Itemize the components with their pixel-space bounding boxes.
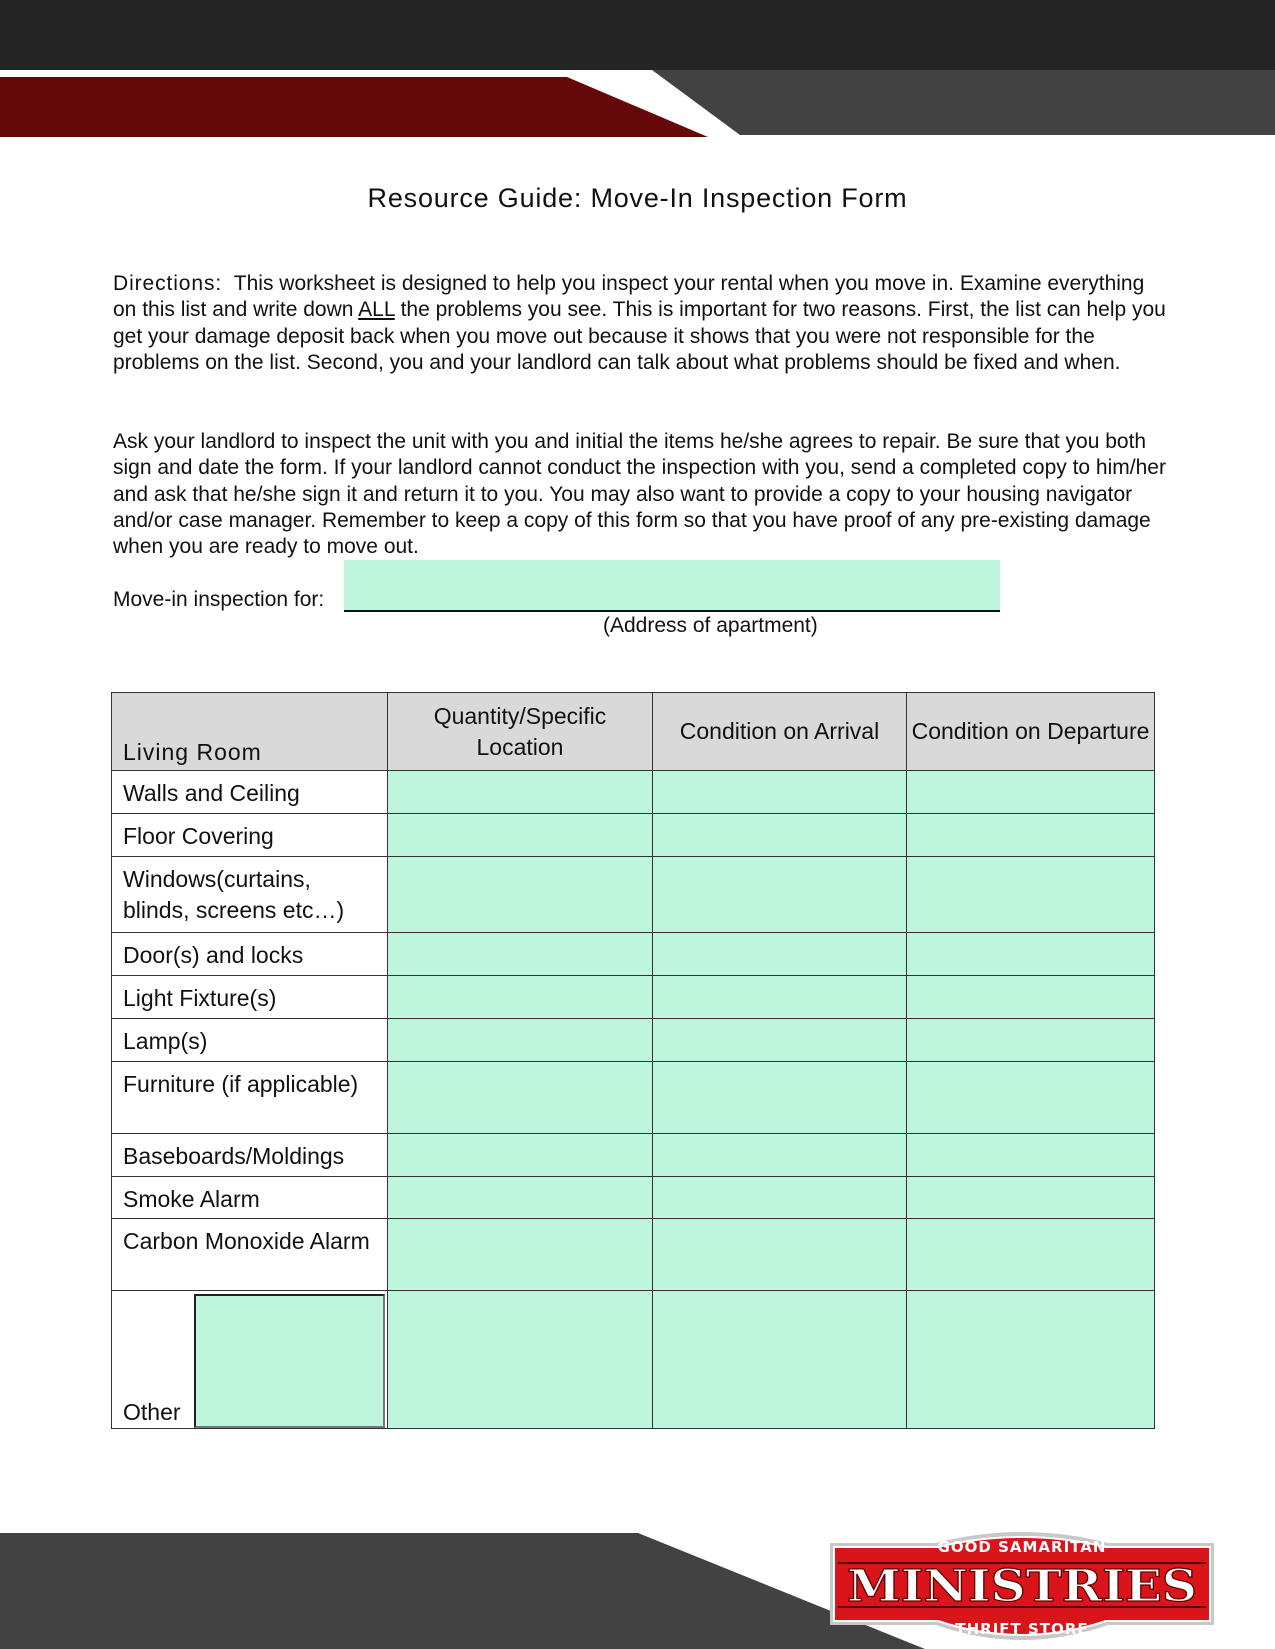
- departure-cell: [907, 1219, 1155, 1291]
- arrival-cell: [653, 814, 907, 857]
- footer-gray-stripe: [0, 1533, 925, 1649]
- emphasis-all: ALL: [358, 298, 395, 322]
- arrival-cell: [653, 857, 907, 933]
- column-header-arrival: Condition on Arrival: [653, 693, 907, 771]
- row-label-cell: [112, 976, 388, 1019]
- departure-condition-input[interactable]: [907, 814, 1154, 856]
- quantity-input[interactable]: [388, 1219, 652, 1290]
- arrival-cell: [653, 1062, 907, 1134]
- departure-condition-input[interactable]: [907, 1177, 1154, 1218]
- row-label-cell: [112, 933, 388, 976]
- table-row: [112, 1219, 1155, 1291]
- arrival-cell: [653, 1291, 907, 1429]
- arrival-condition-input[interactable]: [653, 1019, 906, 1061]
- row-label-cell: [112, 1177, 388, 1219]
- arrival-condition-input[interactable]: [653, 814, 906, 856]
- directions-paragraph-2: Ask your landlord to inspect the unit with you and initial the items he/she agrees to repair. Be sure that you both sign and date the form. If your landlord cannot conduct the inspection with you, send a completed copy to him/her and ask that he/she sign it and return it to you. You may also want to provide a copy to your housing navigator and/or case manager. Remember to keep a copy of this form so that you have proof of any pre-existing damage when you are ready to move out.: [113, 430, 1166, 559]
- arrival-cell: [653, 1134, 907, 1177]
- row-label: Lamp(s): [123, 1028, 208, 1054]
- quantity-cell: [388, 1134, 653, 1177]
- quantity-cell: [388, 814, 653, 857]
- departure-condition-input[interactable]: [907, 1062, 1154, 1133]
- quantity-cell: [388, 1177, 653, 1219]
- row-label-cell: [112, 771, 388, 814]
- row-label-cell: [112, 1019, 388, 1062]
- departure-condition-input[interactable]: [907, 1291, 1154, 1428]
- inspection-table: [111, 692, 1155, 1429]
- row-label: Windows(curtains, blinds, screens etc…): [123, 866, 345, 923]
- column-header-departure: Condition on Departure: [907, 693, 1155, 771]
- table-row: [112, 1019, 1155, 1062]
- row-label-cell: [112, 857, 388, 933]
- table-row: [112, 1134, 1155, 1177]
- row-label-cell: [112, 1062, 388, 1134]
- table-row: [112, 1177, 1155, 1219]
- table-row: [112, 771, 1155, 814]
- arrival-cell: [653, 933, 907, 976]
- row-label: Floor Covering: [123, 823, 274, 849]
- quantity-cell: [388, 771, 653, 814]
- address-caption: (Address of apartment): [603, 614, 818, 637]
- arrival-condition-input[interactable]: [653, 976, 906, 1018]
- arrival-cell: [653, 1019, 907, 1062]
- directions-label: Directions:: [113, 272, 223, 295]
- arrival-cell: [653, 1219, 907, 1291]
- quantity-input[interactable]: [388, 814, 652, 856]
- departure-condition-input[interactable]: [907, 1019, 1154, 1061]
- quantity-cell: [388, 1019, 653, 1062]
- quantity-cell: [388, 1291, 653, 1429]
- departure-condition-input[interactable]: [907, 933, 1154, 975]
- arrival-condition-input[interactable]: [653, 1177, 906, 1218]
- row-label: Other: [123, 1399, 181, 1425]
- directions-paragraph-1: Directions: This worksheet is designed to help you inspect your rental when you move in. Examine everything on this list and write down ALL the problems you see. This is important for two reasons. First, the list can help you get your damage deposit back when you move out because it shows that you were not responsible for the problems on the list. Second, you and your landlord can talk about what problems should be fixed and when.: [113, 272, 1166, 374]
- row-label: Furniture (if applicable): [123, 1071, 359, 1097]
- departure-condition-input[interactable]: [907, 857, 1154, 932]
- table-row: [112, 1062, 1155, 1134]
- quantity-input[interactable]: [388, 933, 652, 975]
- quantity-cell: [388, 933, 653, 976]
- header-dark-band: [0, 0, 1275, 70]
- quantity-input[interactable]: [388, 1062, 652, 1133]
- departure-cell: [907, 1134, 1155, 1177]
- arrival-condition-input[interactable]: [653, 771, 906, 813]
- row-label: Carbon Monoxide Alarm: [123, 1228, 370, 1254]
- departure-condition-input[interactable]: [907, 771, 1154, 813]
- logo-bottom-text: THRIFT STORE: [955, 1620, 1089, 1638]
- column-header-room: Living Room: [112, 693, 388, 771]
- departure-cell: [907, 814, 1155, 857]
- arrival-condition-input[interactable]: [653, 857, 906, 932]
- header-red-stripe: [0, 77, 708, 137]
- departure-cell: [907, 857, 1155, 933]
- table-row: [112, 1291, 1155, 1429]
- row-label: Smoke Alarm: [123, 1186, 260, 1212]
- other-description-input[interactable]: [194, 1294, 385, 1428]
- row-label: Walls and Ceiling: [123, 780, 300, 806]
- quantity-input[interactable]: [388, 1291, 652, 1428]
- table-header-row: [112, 693, 1155, 771]
- departure-cell: [907, 933, 1155, 976]
- good-samaritan-logo: [826, 1527, 1218, 1649]
- address-label: Move-in inspection for:: [113, 588, 325, 611]
- arrival-condition-input[interactable]: [653, 1062, 906, 1133]
- logo-top-text: GOOD SAMARITAN: [937, 1538, 1107, 1556]
- arrival-cell: [653, 771, 907, 814]
- departure-condition-input[interactable]: [907, 1134, 1154, 1176]
- row-label-cell: [112, 1219, 388, 1291]
- page-title: Resource Guide: Move-In Inspection Form: [367, 183, 908, 213]
- quantity-cell: [388, 1062, 653, 1134]
- header-banner: [0, 70, 1275, 140]
- quantity-cell: [388, 857, 653, 933]
- departure-cell: [907, 976, 1155, 1019]
- row-label: Baseboards/Moldings: [123, 1143, 345, 1169]
- table-row: [112, 976, 1155, 1019]
- logo-main-text: MINISTRIES: [847, 1561, 1197, 1612]
- quantity-input[interactable]: [388, 1019, 652, 1061]
- row-label-cell: [112, 1134, 388, 1177]
- departure-cell: [907, 1019, 1155, 1062]
- quantity-cell: [388, 976, 653, 1019]
- table-row: [112, 857, 1155, 933]
- row-label-cell: [112, 814, 388, 857]
- arrival-condition-input[interactable]: [653, 1219, 906, 1290]
- departure-cell: [907, 771, 1155, 814]
- departure-condition-input[interactable]: [907, 1219, 1154, 1290]
- departure-cell: [907, 1062, 1155, 1134]
- quantity-input[interactable]: [388, 857, 652, 932]
- row-label: Light Fixture(s): [123, 985, 277, 1011]
- arrival-cell: [653, 976, 907, 1019]
- quantity-input[interactable]: [388, 1134, 652, 1176]
- arrival-condition-input[interactable]: [653, 933, 906, 975]
- arrival-cell: [653, 1177, 907, 1219]
- row-label-cell: [112, 1291, 388, 1429]
- quantity-cell: [388, 1219, 653, 1291]
- table-row: [112, 814, 1155, 857]
- address-input[interactable]: [344, 560, 1000, 612]
- arrival-condition-input[interactable]: [653, 1291, 906, 1428]
- arrival-condition-input[interactable]: [653, 1134, 906, 1176]
- header-gray-stripe: [652, 70, 1275, 135]
- row-label: Door(s) and locks: [123, 942, 304, 968]
- quantity-input[interactable]: [388, 976, 652, 1018]
- quantity-input[interactable]: [388, 1177, 652, 1218]
- column-header-quantity: Quantity/Specific Location: [388, 693, 653, 771]
- departure-condition-input[interactable]: [907, 976, 1154, 1018]
- table-row: [112, 933, 1155, 976]
- quantity-input[interactable]: [388, 771, 652, 813]
- departure-cell: [907, 1177, 1155, 1219]
- departure-cell: [907, 1291, 1155, 1429]
